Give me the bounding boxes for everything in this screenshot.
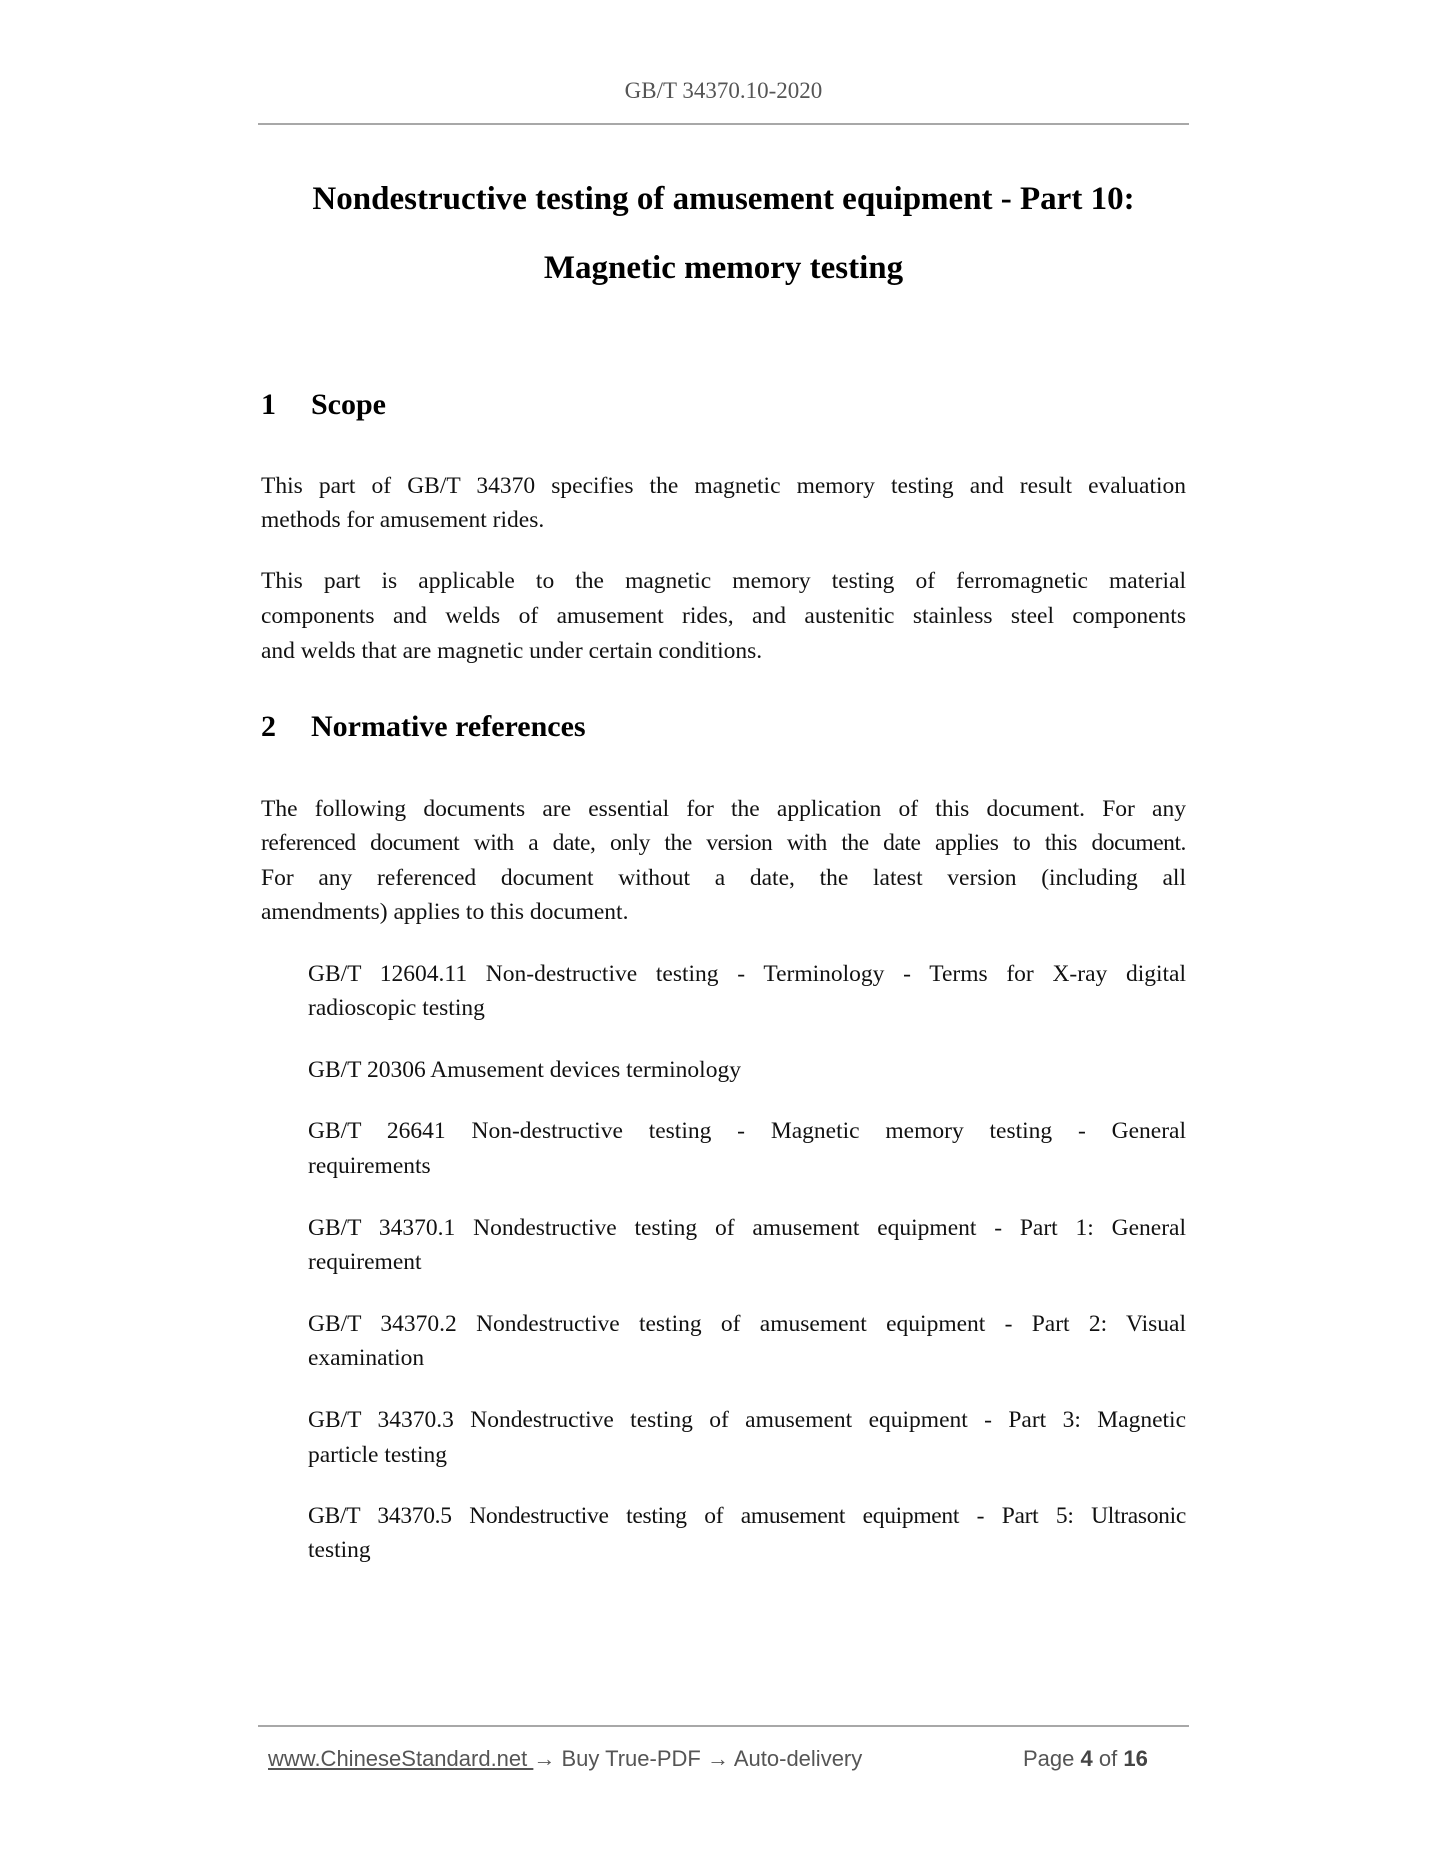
paragraph-line: This part is applicable to the magnetic memory testing of ferromagnetic material <box>261 568 1186 594</box>
running-header: GB/T 34370.10-2020 <box>624 78 823 103</box>
reference-item: GB/T 34370.5 Nondestructive testing of amusement equipment - Part 5: Ultrasonic <box>308 1503 1186 1529</box>
page-of: of <box>1098 1746 1118 1771</box>
reference-item-continued: particle testing <box>308 1442 447 1468</box>
page-current: 4 <box>1080 1746 1093 1771</box>
buy-true-pdf-text: Buy True-PDF <box>555 1746 707 1771</box>
document-title-line-2: Magnetic memory testing <box>543 250 904 286</box>
footer-rule <box>258 1725 1189 1727</box>
section-title: Scope <box>311 388 386 421</box>
paragraph-line: and welds that are magnetic under certain conditions. <box>261 638 763 664</box>
page-total: 16 <box>1123 1746 1148 1771</box>
reference-item-continued: examination <box>308 1345 425 1371</box>
paragraph-line: methods for amusement rides. <box>261 507 545 533</box>
section-heading-normative-references <box>261 710 861 750</box>
reference-item-continued: radioscopic testing <box>308 995 485 1021</box>
chinesestandard-link[interactable]: www.ChineseStandard.net <box>268 1746 534 1771</box>
paragraph-line: For any referenced document without a date, the latest version (including all <box>261 865 1186 891</box>
arrow-right-icon: → <box>533 1746 556 1771</box>
paragraph-line: referenced document with a date, only the version with the date applies to this document. <box>261 830 1186 856</box>
page-label: Page <box>1023 1746 1075 1771</box>
reference-item-continued: requirement <box>308 1249 422 1275</box>
reference-item: GB/T 12604.11 Non-destructive testing - Terminology - Terms for X-ray digital <box>308 961 1186 987</box>
reference-item: GB/T 34370.1 Nondestructive testing of amusement equipment - Part 1: General <box>308 1215 1186 1241</box>
paragraph-line: The following documents are essential for the application of this document. For any <box>261 796 1186 822</box>
reference-item: GB/T 34370.3 Nondestructive testing of amusement equipment - Part 3: Magnetic <box>308 1407 1186 1433</box>
auto-delivery-text: Auto-delivery <box>728 1746 863 1771</box>
paragraph-line: This part of GB/T 34370 specifies the magnetic memory testing and result evaluation <box>261 473 1186 499</box>
reference-item: GB/T 20306 Amusement devices terminology <box>308 1057 741 1083</box>
paragraph-line: components and welds of amusement rides, and austenitic stainless steel components <box>261 603 1186 629</box>
section-title: Normative references <box>311 710 586 743</box>
reference-item: GB/T 26641 Non-destructive testing - Magnetic memory testing - General <box>308 1118 1186 1144</box>
reference-item-continued: requirements <box>308 1153 431 1179</box>
section-number: 2 <box>261 710 276 743</box>
section-heading-scope <box>261 388 861 428</box>
page-indicator <box>1023 1746 1148 1772</box>
footer-promo <box>268 1746 862 1772</box>
header-rule <box>258 123 1189 125</box>
reference-item-continued: testing <box>308 1537 371 1563</box>
document-title-line-1: Nondestructive testing of amusement equipment - Part 10: <box>312 181 1135 217</box>
reference-item: GB/T 34370.2 Nondestructive testing of amusement equipment - Part 2: Visual <box>308 1311 1186 1337</box>
section-number: 1 <box>261 388 276 421</box>
arrow-right-icon: → <box>706 1746 729 1771</box>
paragraph-line: amendments) applies to this document. <box>261 899 629 925</box>
